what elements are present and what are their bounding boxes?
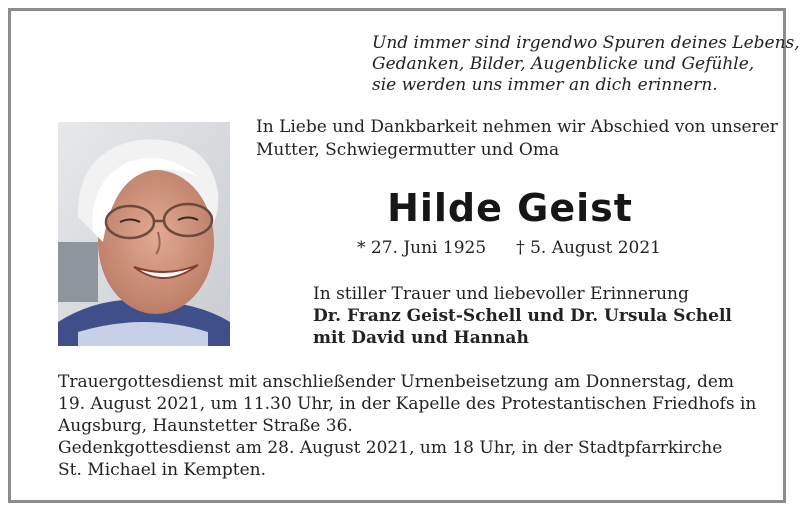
death-date: † 5. August 2021 <box>516 238 661 258</box>
poem-line: Und immer sind irgendwo Spuren deines Lebens, <box>372 33 800 53</box>
poem <box>372 33 800 96</box>
deceased-name: Hilde Geist <box>387 186 633 230</box>
service-line: 19. August 2021, um 11.30 Uhr, in der Kapelle des Protestantischen Friedhofs in <box>58 394 757 414</box>
service-line: Gedenkgottesdienst am 28. August 2021, um 18 Uhr, in der Stadtpfarrkirche <box>58 438 723 458</box>
service-line: Trauergottesdienst mit anschließender Urnenbeisetzung am Donnerstag, dem <box>58 372 735 392</box>
poem-line: Gedanken, Bilder, Augenblicke und Gefühle, <box>372 54 755 74</box>
birth-date: * 27. Juni 1925 <box>357 238 487 258</box>
service-line: St. Michael in Kempten. <box>58 460 266 480</box>
mourners-lead: In stiller Trauer und liebevoller Erinnerung <box>313 284 689 304</box>
mourner-names: mit David und Hannah <box>313 328 529 348</box>
intro-text <box>256 116 778 162</box>
service-line: Augsburg, Haunstetter Straße 36. <box>58 416 353 436</box>
intro-line: In Liebe und Dankbarkeit nehmen wir Abschied von unserer <box>256 117 778 137</box>
poem-line: sie werden uns immer an dich erinnern. <box>372 75 718 95</box>
intro-line: Mutter, Schwiegermutter und Oma <box>256 140 560 160</box>
portrait-photo <box>58 122 230 346</box>
life-dates <box>357 238 661 258</box>
mourners <box>313 283 732 349</box>
service-info <box>58 371 756 481</box>
mourner-names: Dr. Franz Geist-Schell und Dr. Ursula Schell <box>313 306 732 326</box>
